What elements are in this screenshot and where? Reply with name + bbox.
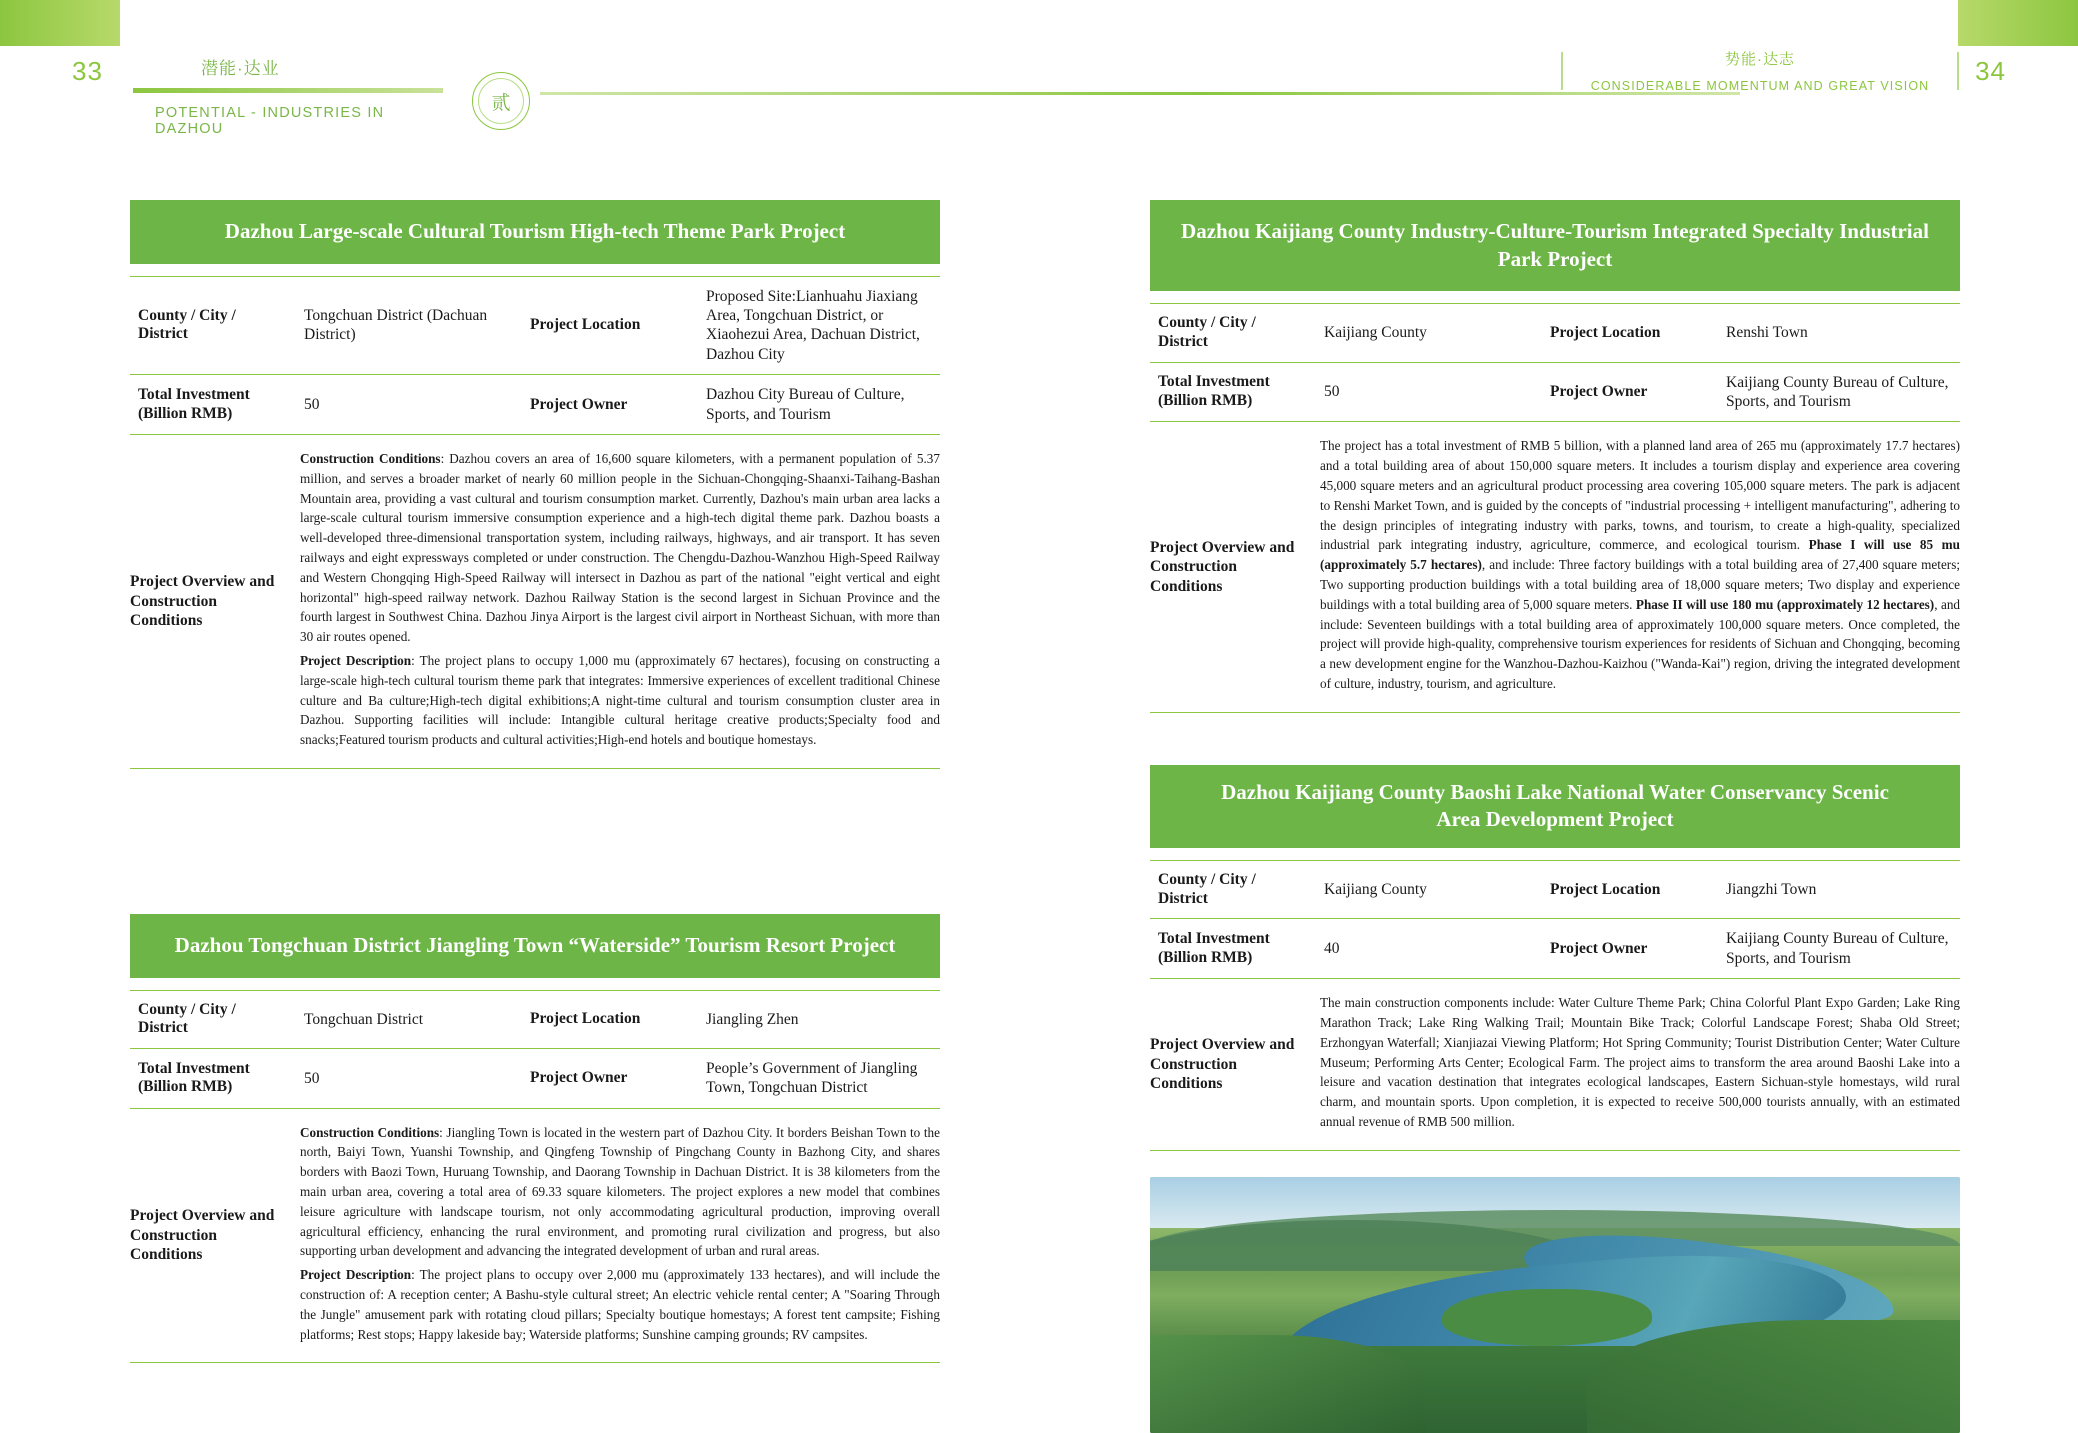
project-title: Dazhou Large-scale Cultural Tourism High-tech Theme Park Project bbox=[130, 200, 940, 264]
page-number-left: 33 bbox=[72, 56, 103, 86]
project-info-table bbox=[1150, 860, 1960, 979]
label-total-investment-line2: (Billion RMB) bbox=[138, 404, 233, 422]
top-banner-left bbox=[0, 0, 120, 46]
value-owner: People’s Government of Jiangling Town, Tongchuan District bbox=[698, 1048, 940, 1108]
label-total-investment bbox=[1150, 362, 1316, 422]
header-left-rule bbox=[133, 88, 443, 93]
table-row bbox=[1150, 861, 1960, 919]
label-total-investment bbox=[130, 1048, 296, 1108]
label-total-investment bbox=[130, 375, 296, 435]
label-total-investment-line2: (Billion RMB) bbox=[1158, 392, 1253, 409]
table-row bbox=[1150, 304, 1960, 362]
project-overview bbox=[130, 449, 940, 769]
project-overview bbox=[1150, 993, 1960, 1151]
value-total-investment: 50 bbox=[296, 1048, 522, 1108]
label-overview-line1: Project Overview and bbox=[1150, 1036, 1295, 1054]
table-row bbox=[130, 1048, 940, 1108]
section-seal-character: 贰 bbox=[478, 78, 524, 124]
label-overview-line1: Project Overview and bbox=[130, 573, 275, 591]
value-county: Tongchuan District bbox=[296, 990, 522, 1048]
overview-paragraph: Construction Conditions: Dazhou covers an area of 16,600 square kilometers, with a permanent population of 5.37 million, and serves a broader market of nearly 60 million people in the Sichuan-Chongqing-Shaanxi-Taihang-Bashan Mountain area, providing a vast cultural and tourism consumption market. Currently, Dazhou's main urban area lacks a large-scale cultural tourism immersive consumption experience and a high-tech digital theme park. Dazhou boasts a well-developed three-dimensional transportation system, including railways, highways, and air transport. It has seven railways and eight expressways completed or under construction. The Chengdu-Dazhou-Wanzhou High-Speed Railway and Western Chongqing High-Speed Railway will intersect in Dazhou as part of the national "eight vertical and eight horizontal" high-speed railway network. Dazhou Railway Station is the second largest in Sichuan Province and the fourth largest in Southwest China. Dazhou Jinya Airport is the largest civil airport in Northeast Sichuan, with more than 30 air routes opened. bbox=[300, 450, 940, 645]
header-left bbox=[133, 54, 443, 137]
label-overview-line2: Construction Conditions bbox=[1150, 558, 1237, 595]
label-total-investment-line1: Total Investment bbox=[138, 386, 250, 403]
value-owner: Kaijiang County Bureau of Culture, Sports, and Tourism bbox=[1718, 919, 1960, 979]
value-total-investment: 40 bbox=[1316, 919, 1542, 979]
value-county: Tongchuan District (Dachuan District) bbox=[296, 276, 522, 375]
label-overview bbox=[1150, 436, 1320, 697]
overview-paragraph: The project has a total investment of RMB 5 billion, with a planned land area of 265 mu (approximately 17.7 hectares) and a total building area of about 150,000 square meters. It includes a tourism display and experience area covering 45,000 square meters and an agricultural product processing area covering 105,000 square meters. The park is adjacent to Renshi Market Town, and is guided by the concepts of "industrial processing + intelligent manufacturing", adhering to the design principles of integrating industry with parks, towns, and tourism, to create a high-quality, specialized industrial park integrating industry, agriculture, commerce, and ecological tourism. Phase I will use 85 mu (approximately 5.7 hectares), and include: Three factory buildings with a total building area of 27,400 square meters; Two supporting production buildings with a total building area of 18,000 square meters; Two display and experience buildings with a total building area of 5,000 square meters. Phase II will use 180 mu (approximately 12 hectares), and include: Seventeen buildings with a total building area of approximately 100,000 square meters. Once completed, the project will provide high-quality, comprehensive tourism experiences for residents of Sichuan and Chongqing, becoming a new development engine for the Wanzhou-Dazhou-Kaizhou ("Wanda-Kai") region, driving the integrated development of culture, industry, tourism, and agriculture. bbox=[1320, 438, 1961, 691]
label-total-investment-line1: Total Investment bbox=[1158, 930, 1270, 948]
value-owner: Kaijiang County Bureau of Culture, Sports, and Tourism bbox=[1718, 362, 1960, 422]
table-row bbox=[130, 990, 940, 1048]
header-divider-rule bbox=[540, 92, 1740, 95]
label-total-investment-line2: (Billion RMB) bbox=[1158, 948, 1253, 966]
table-row bbox=[1150, 362, 1960, 422]
project-block-theme-park bbox=[130, 200, 940, 769]
project-info-table bbox=[1150, 303, 1960, 422]
label-overview bbox=[130, 449, 300, 754]
header-left-english-title: POTENTIAL - INDUSTRIES IN DAZHOU bbox=[155, 105, 385, 137]
label-location: Project Location bbox=[522, 276, 698, 375]
overview-paragraph: Construction Conditions: Jiangling Town is located in the western part of Dazhou City. It borders Beishan Town to the north, Baiyi Town, Yuanshi Township, and Qingfeng Township of Pingchang County in Bazhong City, and shares borders with Baozi Town, Huruang Township, and Daorang Township in Dachuan District. It is 38 kilometers from the main urban area, covering a total area of 69.33 square kilometers. The project explores a new model that combines leisure agriculture with landscape tourism, not only accommodating agricultural production, improving overall agricultural efficiency, enhancing the rural environment, and promoting rural civilization and progress, but also supporting urban development and advancing the integrated development of urban and rural areas. bbox=[300, 1124, 940, 1259]
overview-body bbox=[1320, 436, 1960, 697]
label-total-investment-line1: Total Investment bbox=[138, 1059, 250, 1077]
right-column bbox=[1150, 200, 1960, 1433]
project-title: Dazhou Tongchuan District Jiangling Town “Waterside” Tourism Resort Project bbox=[130, 914, 940, 978]
label-total-investment bbox=[1150, 919, 1316, 979]
value-location: Proposed Site:Lianhuahu Jiaxiang Area, Tongchuan District, or Xiaohezui Area, Dachuan District, Dazhou City bbox=[698, 276, 940, 375]
header-right bbox=[1575, 48, 1945, 93]
header-left-chinese-title: 潜能·达业 bbox=[201, 59, 280, 78]
baoshi-lake-photo bbox=[1150, 1177, 1960, 1433]
project-title bbox=[1150, 765, 1960, 848]
label-owner: Project Owner bbox=[1542, 919, 1718, 979]
project-info-table bbox=[130, 990, 940, 1109]
overview-paragraph: Project Description: The project plans to occupy 1,000 mu (approximately 67 hectares), focusing on constructing a large-scale high-tech cultural tourism theme park that integrates: Immersive experiences of excellent traditional Chinese culture and Ba culture;High-tech digital exhibitions;A night-time cultural and tourism consumption cluster area in Dazhou. Supporting facilities will include: Intangible cultural heritage creative products;Specialty food and snacks;Featured tourism products and cultural activities;High-end hotels and boutique homestays. bbox=[300, 652, 940, 748]
value-location: Renshi Town bbox=[1718, 304, 1960, 362]
label-overview-line2: Construction Conditions bbox=[130, 1226, 217, 1264]
label-owner: Project Owner bbox=[522, 375, 698, 435]
label-county: County / City / District bbox=[130, 276, 296, 375]
value-total-investment: 50 bbox=[1316, 362, 1542, 422]
top-banner-right bbox=[1958, 0, 2078, 46]
value-county: Kaijiang County bbox=[1316, 861, 1542, 919]
photo-island bbox=[1442, 1289, 1653, 1345]
overview-body bbox=[300, 1123, 940, 1349]
label-overview-line1: Project Overview and bbox=[130, 1207, 275, 1225]
project-block-kaijiang-industrial-park bbox=[1150, 200, 1960, 713]
overview-paragraph: Project Description: The project plans to occupy over 2,000 mu (approximately 133 hectares), and will include the construction of: A reception center; A Bashu-style cultural street; An electric vehicle rental center; A "Soaring Through the Jungle" amusement park with rotating cloud pillars; Specialty boutique homestays; A forest tent campsite; Fishing platforms; Rest stops; Happy lakeside bay; Waterside platforms; Sunshine camping grounds; RV campsites. bbox=[300, 1267, 940, 1342]
label-overview bbox=[130, 1123, 300, 1349]
label-location: Project Location bbox=[522, 990, 698, 1048]
label-owner: Project Owner bbox=[1542, 362, 1718, 422]
section-seal-icon bbox=[472, 72, 530, 130]
label-overview-line2: Construction Conditions bbox=[1150, 1055, 1237, 1093]
value-county: Kaijiang County bbox=[1316, 304, 1542, 362]
label-location: Project Location bbox=[1542, 304, 1718, 362]
table-row bbox=[130, 276, 940, 375]
header-right-bar-right bbox=[1957, 52, 1959, 90]
table-row bbox=[1150, 919, 1960, 979]
project-title-line1: Dazhou Kaijiang County Baoshi Lake National Water Conservancy Scenic bbox=[1221, 779, 1889, 804]
label-county: County / City / District bbox=[1150, 304, 1316, 362]
header-right-chinese-title: 势能·达志 bbox=[1725, 51, 1795, 68]
label-county: County / City / District bbox=[1150, 861, 1316, 919]
project-title: Dazhou Kaijiang County Industry-Culture-Tourism Integrated Specialty Industrial Park Project bbox=[1150, 200, 1960, 291]
project-block-waterside-resort bbox=[130, 914, 940, 1363]
overview-paragraph: The main construction components include: Water Culture Theme Park; China Colorful Plant Expo Garden; Lake Ring Marathon Track; Lake Ring Walking Trail; Mountain Bike Track; Colorful Landscape Forest; Shaba Old Street; Erzhongyan Waterfall; Xianjiazai Viewing Platform; Hot Spring Community; Tourist Distribution Center; Water Culture Museum; Performing Arts Center; Ecological Farm. The project aims to transform the area around Baoshi Lake into a leisure and vacation destination that integrates ecological landscapes, Eastern Sichuan-style homestays, wild rural charm, and mountain sports. Upon completion, it is expected to receive 500,000 tourists annually, with an estimated annual revenue of RMB 500 million. bbox=[1320, 995, 1960, 1129]
left-column bbox=[130, 200, 940, 1363]
overview-body bbox=[300, 449, 940, 754]
project-info-table bbox=[130, 276, 940, 435]
value-owner: Dazhou City Bureau of Culture, Sports, and Tourism bbox=[698, 375, 940, 435]
header-right-bar-left bbox=[1561, 52, 1563, 90]
label-total-investment-line1: Total Investment bbox=[1158, 373, 1270, 391]
label-county: County / City / District bbox=[130, 990, 296, 1048]
table-row bbox=[130, 375, 940, 435]
label-owner: Project Owner bbox=[522, 1048, 698, 1108]
project-overview bbox=[130, 1123, 940, 1364]
project-block-baoshi-lake bbox=[1150, 765, 1960, 1151]
overview-body bbox=[1320, 993, 1960, 1136]
label-overview-line2: Construction Conditions bbox=[130, 592, 217, 630]
header-right-english-title: CONSIDERABLE MOMENTUM AND GREAT VISION bbox=[1590, 79, 1930, 93]
page-number-right: 34 bbox=[1975, 56, 2006, 86]
label-total-investment-line2: (Billion RMB) bbox=[138, 1078, 233, 1096]
label-location: Project Location bbox=[1542, 861, 1718, 919]
label-overview bbox=[1150, 993, 1320, 1136]
value-location: Jiangling Zhen bbox=[698, 990, 940, 1048]
value-total-investment: 50 bbox=[296, 375, 522, 435]
project-overview bbox=[1150, 436, 1960, 712]
project-title-line2: Area Development Project bbox=[1436, 807, 1674, 832]
label-overview-line1: Project Overview and bbox=[1150, 538, 1295, 556]
value-location: Jiangzhi Town bbox=[1718, 861, 1960, 919]
